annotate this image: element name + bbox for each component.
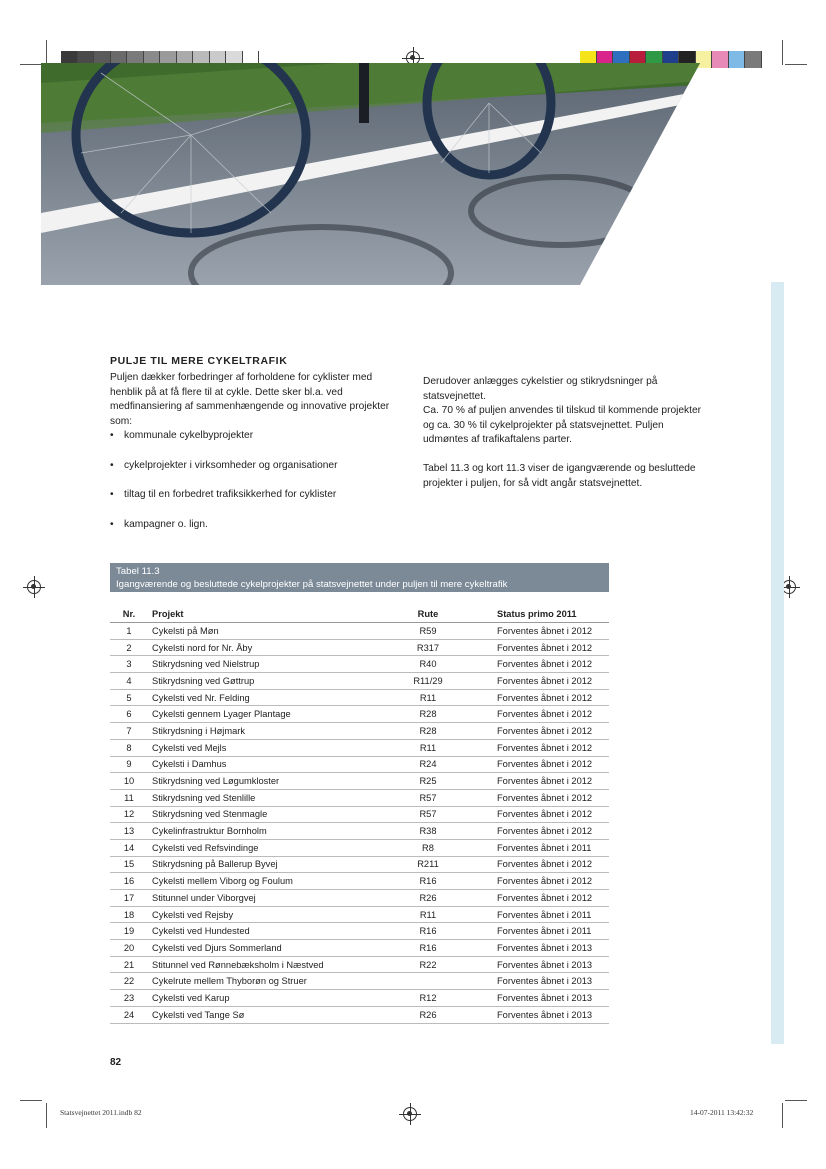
cell-route: R8: [389, 839, 467, 856]
cell-nr: 6: [110, 706, 148, 723]
table-row: [110, 789, 609, 806]
cell-nr: 5: [110, 689, 148, 706]
table-row: [110, 839, 609, 856]
cell-nr: 13: [110, 823, 148, 840]
cell-status: Forventes åbnet i 2011: [467, 839, 609, 856]
cell-route: R16: [389, 873, 467, 890]
cell-project: Stikrydsning ved Stenlille: [148, 789, 389, 806]
cell-route: R11: [389, 906, 467, 923]
cell-project: Cykelinfrastruktur Bornholm: [148, 823, 389, 840]
crop-mark: [46, 1103, 47, 1128]
cell-status: Forventes åbnet i 2012: [467, 806, 609, 823]
crop-mark: [20, 64, 42, 65]
cell-nr: 19: [110, 923, 148, 940]
cell-status: Forventes åbnet i 2012: [467, 873, 609, 890]
cell-project: Cykelsti nord for Nr. Åby: [148, 639, 389, 656]
cell-nr: 11: [110, 789, 148, 806]
table-row: [110, 873, 609, 890]
cell-status: Forventes åbnet i 2012: [467, 756, 609, 773]
cell-status: Forventes åbnet i 2012: [467, 890, 609, 907]
cell-project: Stitunnel under Viborgvej: [148, 890, 389, 907]
cell-project: Cykelsti mellem Viborg og Foulum: [148, 873, 389, 890]
table-row: [110, 990, 609, 1007]
cell-nr: 1: [110, 623, 148, 640]
cell-route: R26: [389, 1006, 467, 1023]
table-row: [110, 706, 609, 723]
cell-project: Stikrydsning ved Stenmagle: [148, 806, 389, 823]
cell-route: R22: [389, 956, 467, 973]
cell-nr: 16: [110, 873, 148, 890]
bicycle-road-photo: [41, 63, 700, 285]
cell-route: [389, 973, 467, 990]
table-row: [110, 656, 609, 673]
cell-project: Stikrydsning ved Gøttrup: [148, 673, 389, 690]
cell-nr: 12: [110, 806, 148, 823]
cell-project: Stikrydsning ved Løgumkloster: [148, 773, 389, 790]
page-number: 82: [110, 1057, 122, 1068]
cell-status: Forventes åbnet i 2012: [467, 723, 609, 740]
table-row: [110, 806, 609, 823]
table-row: [110, 923, 609, 940]
cell-nr: 2: [110, 639, 148, 656]
cell-status: Forventes åbnet i 2012: [467, 789, 609, 806]
cell-nr: 7: [110, 723, 148, 740]
cell-status: Forventes åbnet i 2013: [467, 1006, 609, 1023]
table-row: [110, 823, 609, 840]
cell-route: R16: [389, 923, 467, 940]
crop-mark: [785, 1100, 807, 1101]
cell-status: Forventes åbnet i 2012: [467, 856, 609, 873]
cell-nr: 22: [110, 973, 148, 990]
cell-project: Cykelsti ved Tange Sø: [148, 1006, 389, 1023]
cell-project: Cykelsti ved Mejls: [148, 739, 389, 756]
cell-project: Cykelsti ved Hundested: [148, 923, 389, 940]
cell-nr: 15: [110, 856, 148, 873]
cell-project: Cykelrute mellem Thyborøn og Struer: [148, 973, 389, 990]
crop-mark: [20, 1100, 42, 1101]
cell-status: Forventes åbnet i 2012: [467, 689, 609, 706]
cell-status: Forventes åbnet i 2012: [467, 639, 609, 656]
table-row: [110, 723, 609, 740]
cell-nr: 9: [110, 756, 148, 773]
cell-project: Stikrydsning på Ballerup Byvej: [148, 856, 389, 873]
cell-nr: 24: [110, 1006, 148, 1023]
cell-project: Cykelsti ved Rejsby: [148, 906, 389, 923]
cell-status: Forventes åbnet i 2012: [467, 706, 609, 723]
cell-status: Forventes åbnet i 2012: [467, 656, 609, 673]
table-row: [110, 906, 609, 923]
cell-project: Cykelsti ved Karup: [148, 990, 389, 1007]
table-row: [110, 739, 609, 756]
right-paragraph: Derudover anlægges cykelstier og stikrydsninger på statsvejnettet.: [423, 376, 658, 402]
right-column: [423, 375, 708, 491]
table-row: [110, 940, 609, 957]
left-column: [110, 371, 406, 429]
cell-project: Stikrydsning i Højmark: [148, 723, 389, 740]
cell-route: R28: [389, 723, 467, 740]
table-row: [110, 773, 609, 790]
crop-mark: [46, 40, 47, 65]
section-heading: PULJE TIL MERE CYKELTRAFIK: [110, 355, 288, 367]
projects-table: [110, 606, 609, 1024]
cell-route: R59: [389, 623, 467, 640]
cell-route: R25: [389, 773, 467, 790]
cell-status: Forventes åbnet i 2011: [467, 923, 609, 940]
cell-route: R26: [389, 890, 467, 907]
cell-route: R57: [389, 806, 467, 823]
table-row: [110, 973, 609, 990]
cell-nr: 14: [110, 839, 148, 856]
column-header-status: Status primo 2011: [467, 606, 609, 623]
cell-route: R28: [389, 706, 467, 723]
registration-mark-bottom: [403, 1107, 417, 1121]
cell-status: Forventes åbnet i 2012: [467, 623, 609, 640]
column-header-nr: Nr.: [110, 606, 148, 623]
cell-route: R11: [389, 739, 467, 756]
crop-mark: [785, 64, 807, 65]
cell-status: Forventes åbnet i 2011: [467, 906, 609, 923]
cell-status: Forventes åbnet i 2013: [467, 990, 609, 1007]
crop-mark: [782, 1103, 783, 1128]
cell-nr: 4: [110, 673, 148, 690]
table-row: [110, 856, 609, 873]
right-paragraph: Ca. 70 % af puljen anvendes til tilskud til kommende projekter og ca. 30 % til cykelprojekter på statsvejnettet. Puljen udmøntes af trafikaftalens parter.: [423, 405, 702, 446]
cell-project: Cykelsti ved Refsvindinge: [148, 839, 389, 856]
cell-route: R24: [389, 756, 467, 773]
column-header-route: Rute: [389, 606, 467, 623]
cell-route: R317: [389, 639, 467, 656]
cell-route: R211: [389, 856, 467, 873]
cell-route: R16: [389, 940, 467, 957]
cell-nr: 23: [110, 990, 148, 1007]
cell-project: Cykelsti i Damhus: [148, 756, 389, 773]
registration-mark-left: [27, 580, 41, 594]
cell-nr: 21: [110, 956, 148, 973]
side-tab-strip: [771, 282, 784, 1044]
table-caption: [110, 563, 609, 592]
cell-status: Forventes åbnet i 2012: [467, 673, 609, 690]
table-title: Igangværende og besluttede cykelprojekter på statsvejnettet under puljen til mere cykeltrafik: [116, 579, 508, 590]
cell-project: Cykelsti gennem Lyager Plantage: [148, 706, 389, 723]
cell-nr: 18: [110, 906, 148, 923]
cell-nr: 8: [110, 739, 148, 756]
table-row: [110, 689, 609, 706]
right-paragraph: Tabel 11.3 og kort 11.3 viser de igangværende og besluttede projekter i puljen, for så vidt angår statsvejnettet.: [423, 462, 696, 489]
cell-status: Forventes åbnet i 2013: [467, 973, 609, 990]
cell-route: R11/29: [389, 673, 467, 690]
cell-nr: 3: [110, 656, 148, 673]
slug-right: 14-07-2011 13:42:32: [690, 1108, 754, 1117]
cell-status: Forventes åbnet i 2013: [467, 940, 609, 957]
bullet-item: • cykelprojekter i virksomheder og organisationer: [110, 460, 337, 490]
table-row: [110, 639, 609, 656]
cell-nr: 20: [110, 940, 148, 957]
cell-route: R40: [389, 656, 467, 673]
cell-nr: 10: [110, 773, 148, 790]
column-header-project: Projekt: [148, 606, 389, 623]
table-row: [110, 673, 609, 690]
cell-project: Stitunnel ved Rønnebæksholm i Næstved: [148, 956, 389, 973]
bullet-item: • tiltag til en forbedret trafiksikkerhed for cyklister: [110, 489, 337, 519]
table-row: [110, 956, 609, 973]
cell-status: Forventes åbnet i 2012: [467, 739, 609, 756]
registration-mark-right: [782, 580, 796, 594]
slug-left: Statsvejnettet 2011.indb 82: [60, 1108, 142, 1117]
cell-project: Cykelsti ved Nr. Felding: [148, 689, 389, 706]
cell-route: R57: [389, 789, 467, 806]
cell-project: Cykelsti ved Djurs Sommerland: [148, 940, 389, 957]
cell-route: R38: [389, 823, 467, 840]
cell-status: Forventes åbnet i 2013: [467, 956, 609, 973]
cell-nr: 17: [110, 890, 148, 907]
table-row: [110, 623, 609, 640]
table-row: [110, 1006, 609, 1023]
table-row: [110, 756, 609, 773]
bullet-item: • kampagner o. lign.: [110, 519, 337, 549]
table-header-row: [110, 606, 609, 623]
cell-project: Stikrydsning ved Nielstrup: [148, 656, 389, 673]
table-row: [110, 890, 609, 907]
cell-route: R12: [389, 990, 467, 1007]
cell-status: Forventes åbnet i 2012: [467, 773, 609, 790]
cell-project: Cykelsti på Møn: [148, 623, 389, 640]
cell-route: R11: [389, 689, 467, 706]
table-label: Tabel 11.3: [116, 566, 160, 577]
crop-mark: [782, 40, 783, 65]
intro-paragraph: Puljen dækker forbedringer af forholdene for cyklister med henblik på at få flere til at cykle. Dette sker bl.a. ved medfinansiering af sammenhængende og innovative projekter som:: [110, 372, 390, 427]
bullet-item: • kommunale cykelbyprojekter: [110, 430, 337, 460]
cell-status: Forventes åbnet i 2012: [467, 823, 609, 840]
bullet-list: [110, 430, 337, 548]
